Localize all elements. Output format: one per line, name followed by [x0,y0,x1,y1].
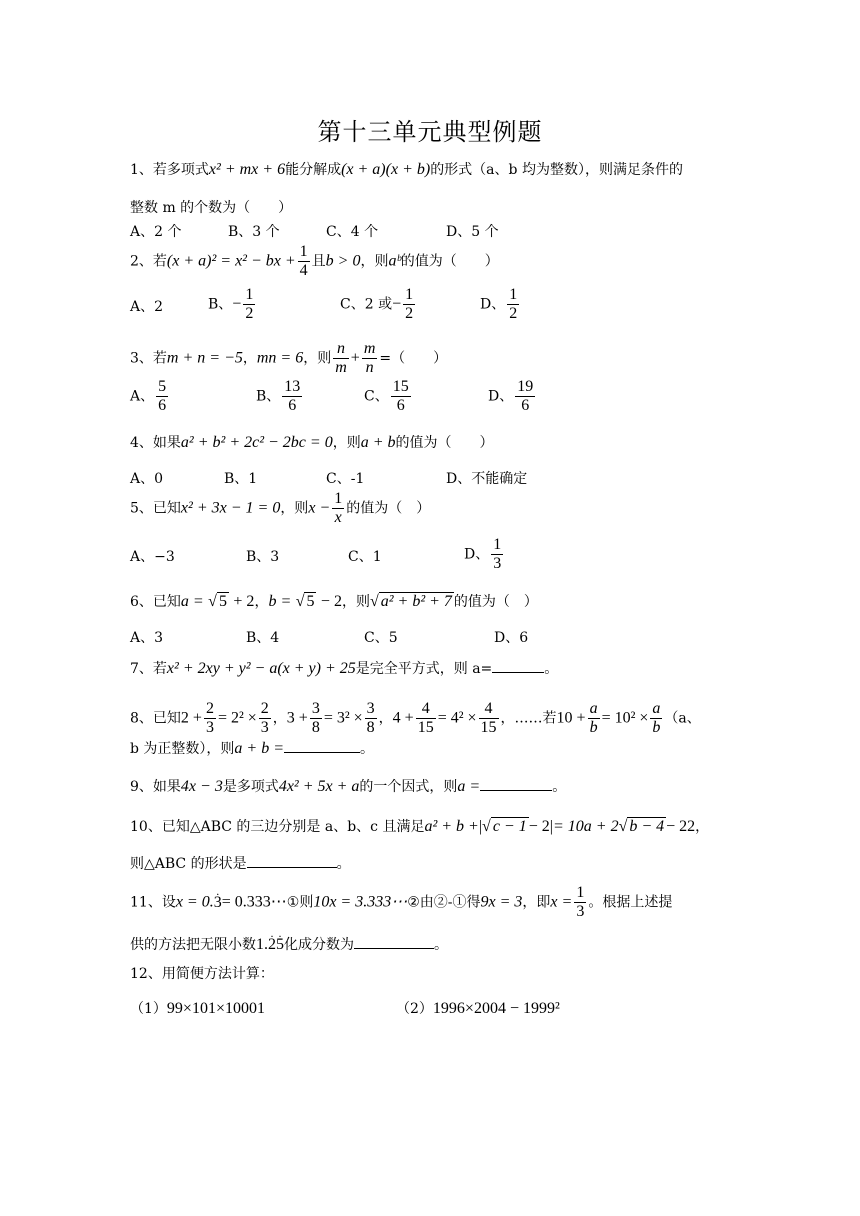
q6-option-a: A、3 [130,630,164,646]
q7-answer-blank[interactable] [492,658,544,673]
question-1-line2: 整数 m 的个数为（ ） [130,200,293,216]
q4-option-b: B、1 [224,471,258,487]
q1-option-b: B、3 个 [228,224,280,240]
question-11: 11、设x = 0.· 3= 0.333⋯①则10x = 3.333⋯②由②-①得9x = 3，即x = $\frac{1}{3}$ 。根据上述提 [130,884,672,921]
q9-answer-blank[interactable] [480,776,552,791]
question-8-line2: b 为正整数），则a + b = 。 [130,740,375,757]
q11-answer-blank[interactable] [354,934,434,949]
q5-option-a: A、−3 [130,549,175,565]
question-1: 1、若多项式x² + mx + 6能分解成(x + a)(x + b)的形式（a、b 均为整数），则满足条件的 [130,161,683,178]
question-11-line2: 供的方法把无限小数1.· 2· 5化成分数为 。 [130,934,448,955]
q2-option-d: D、 $\frac{1}{2}$ [480,286,518,322]
q6-option-c: C、5 [364,630,398,646]
question-2: 2、若(x + a)² = x² − bx + $\frac{1}{4}$ 且b > 0，则aᵇ的值为（ ） [130,243,499,279]
q6-option-b: B、4 [246,630,280,646]
page-title: 第十三单元典型例题 [317,118,543,146]
q3-option-a: A、 $\frac{5}{6}$ [130,378,167,414]
q1-option-d: D、5 个 [446,224,499,240]
q4-option-d: D、不能确定 [446,471,528,487]
question-4: 4、如果a² + b² + 2c² − 2bc = 0，则a + b的值为（ ） [130,434,494,451]
q6-option-d: D、6 [494,630,529,646]
question-10: 10、已知△ABC 的三边分别是 a、b、c 且满足a² + b +|√ c − 1 − 2|= 10a + 2√ b − 4 − 22， [130,818,710,835]
q5-option-d: D、 $\frac{1}{3}$ [464,536,502,572]
q2-option-c: C、2 或− $\frac{1}{2}$ [340,286,414,322]
q3-option-c: C、 $\frac{15}{6}$ [364,378,409,414]
q10-answer-blank[interactable] [247,853,337,868]
q5-option-c: C、1 [348,549,382,565]
question-8: 8、已知2 + $\frac{2}{3}$ = 2² × $\frac{2}{3}$ ，3 + $\frac{3}{8}$ = 3² × $\frac{3}{8}$ ，4 + $\frac{4}{15}$ = 4² × $\frac{4}{15}$ ，……若10 + $\frac{a}{b}$ = 10² × $\frac{a}{b}$ （a、 [130,700,701,736]
question-6: 6、已知a = √ 5 + 2，b = √ 5 − 2，则√ a² + b² + 7 的值为（ ） [130,593,538,610]
question-10-line2: 则△ABC 的形状是 。 [130,853,351,874]
q12-part-2: （2）1996×2004 − 1999² [396,1000,560,1017]
question-12: 12、用简便方法计算： [130,966,274,982]
question-5: 5、已知x² + 3x − 1 = 0，则x − $\frac{1}{x}$ 的值为（ ） [130,490,431,526]
q12-part-1: （1）99×101×10001 [130,1000,265,1017]
q3-option-b: B、 $\frac{13}{6}$ [256,378,301,414]
q4-option-a: A、0 [130,471,164,487]
question-3: 3、若m + n = −5，mn = 6，则 $\frac{n}{m}$ + $\frac{m}{n}$ =（ ） [130,340,448,376]
q1-option-a: A、2 个 [130,224,182,240]
q5-option-b: B、3 [246,549,280,565]
q4-option-c: C、-1 [326,471,365,487]
q8-answer-blank[interactable] [284,738,360,753]
q2-option-a: A、2 [130,299,164,315]
question-9: 9、如果4x − 3是多项式4x² + 5x + a的一个因式，则a = 。 [130,778,567,795]
q3-option-d: D、 $\frac{19}{6}$ [488,378,534,414]
question-7: 7、若x² + 2xy + y² − a(x + y) + 25是完全平方式，则 a= 。 [130,660,559,677]
q2-option-b: B、− $\frac{1}{2}$ [208,286,254,322]
q1-option-c: C、4 个 [326,224,379,240]
